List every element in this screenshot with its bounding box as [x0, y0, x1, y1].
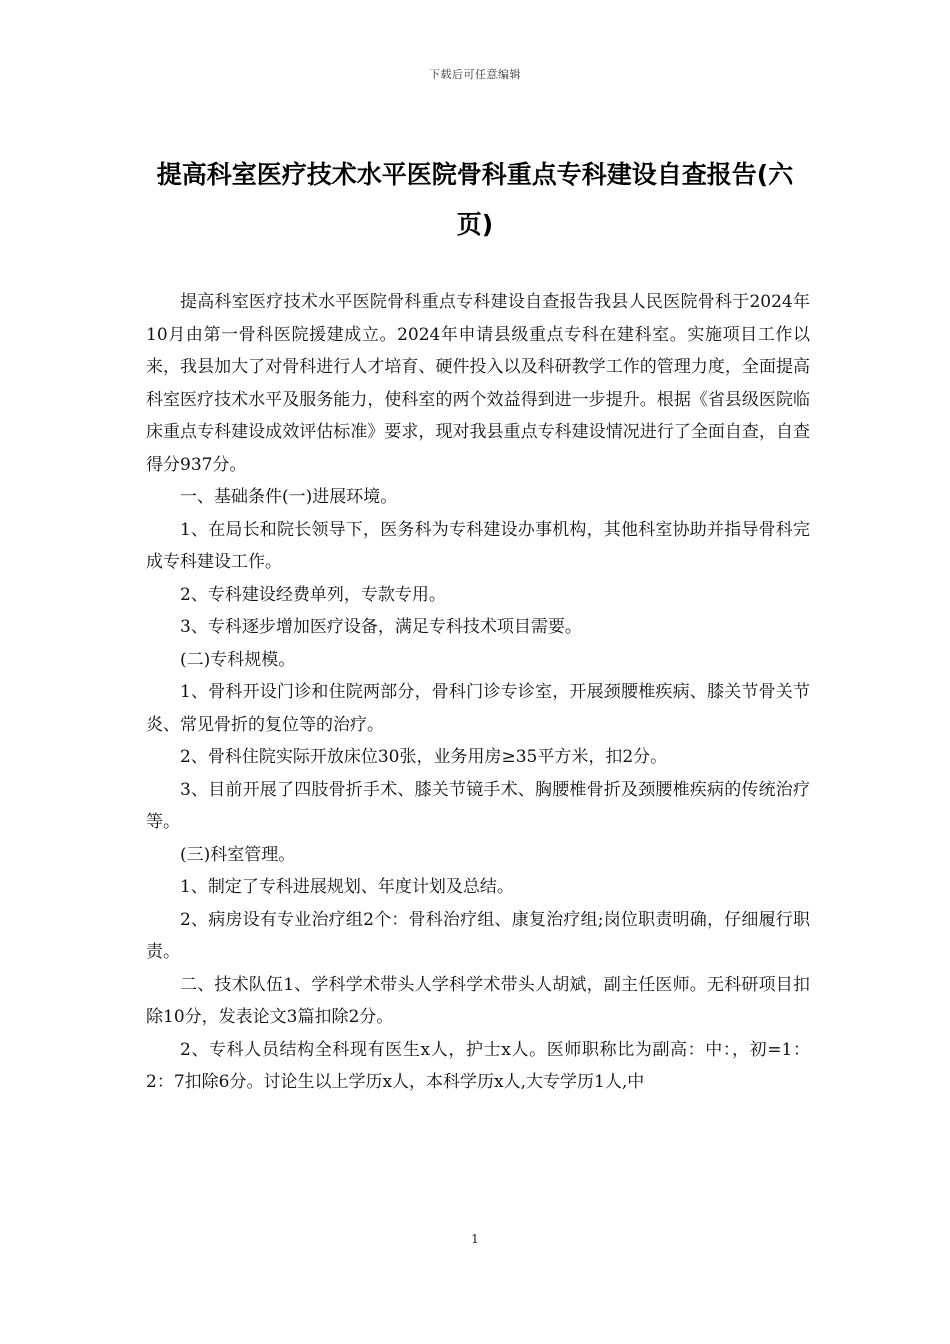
- paragraph: 1、骨科开设门诊和住院两部分，骨科门诊专诊室，开展颈腰椎疾病、膝关节骨关节炎、常见骨折的复位等的治疗。: [146, 682, 810, 735]
- document-body: [146, 286, 810, 1099]
- paragraph: (三)科室管理。: [180, 844, 296, 865]
- paragraph: 3、目前开展了四肢骨折手术、膝关节镜手术、胸腰椎骨折及颈腰椎疾病的传统治疗等。: [146, 779, 810, 832]
- paragraph: 提高科室医疗技术水平医院骨科重点专科建设自查报告我县人民医院骨科于2024年10月由第一骨科医院援建成立。2024年申请县级重点专科在建科室。实施项目工作以来，我县加大了对骨科进行人才培育、硬件投入以及科研教学工作的管理力度，全面提高科室医疗技术水平及服务能力，使科室的两个效益得到进一步提升。根据《省县级医院临床重点专科建设成效评估标准》要求，现对我县重点专科建设情况进行了全面自查，自查得分937分。: [146, 292, 810, 475]
- page-number: 1: [471, 1232, 479, 1246]
- paragraph: 二、技术队伍1、学科学术带头人学科学术带头人胡斌，副主任医师。无科研项目扣除10分，发表论文3篇扣除2分。: [146, 974, 810, 1027]
- paragraph: (二)专科规模。: [180, 649, 296, 670]
- paragraph: 2、骨科住院实际开放床位30张，业务用房≥35平方米，扣2分。: [180, 747, 668, 767]
- paragraph: 3、专科逐步增加医疗设备，满足专科技术项目需要。: [180, 617, 582, 637]
- paragraph: 一、基础条件(一)进展环境。: [180, 487, 398, 507]
- paragraph: 1、在局长和院长领导下，医务科为专科建设办事机构，其他科室协助并指导骨科完成专科建设工作。: [146, 519, 810, 572]
- paragraph: 2、专科人员结构全科现有医生x人，护士x人。医师职称比为副高：中：，初=1：2：7扣除6分。讨论生以上学历x人，本科学历x人,大专学历1人,中: [146, 1039, 810, 1092]
- paragraph: 1、制定了专科进展规划、年度计划及总结。: [180, 877, 514, 897]
- paragraph: 2、专科建设经费单列，专款专用。: [180, 584, 446, 605]
- document-title: 提高科室医疗技术水平医院骨科重点专科建设自查报告(六页): [156, 160, 794, 239]
- paragraph: 2、病房设有专业治疗组2个：骨科治疗组、康复治疗组;岗位职责明确，仔细履行职责。: [146, 909, 810, 962]
- header-note: 下载后可任意编辑: [429, 68, 521, 81]
